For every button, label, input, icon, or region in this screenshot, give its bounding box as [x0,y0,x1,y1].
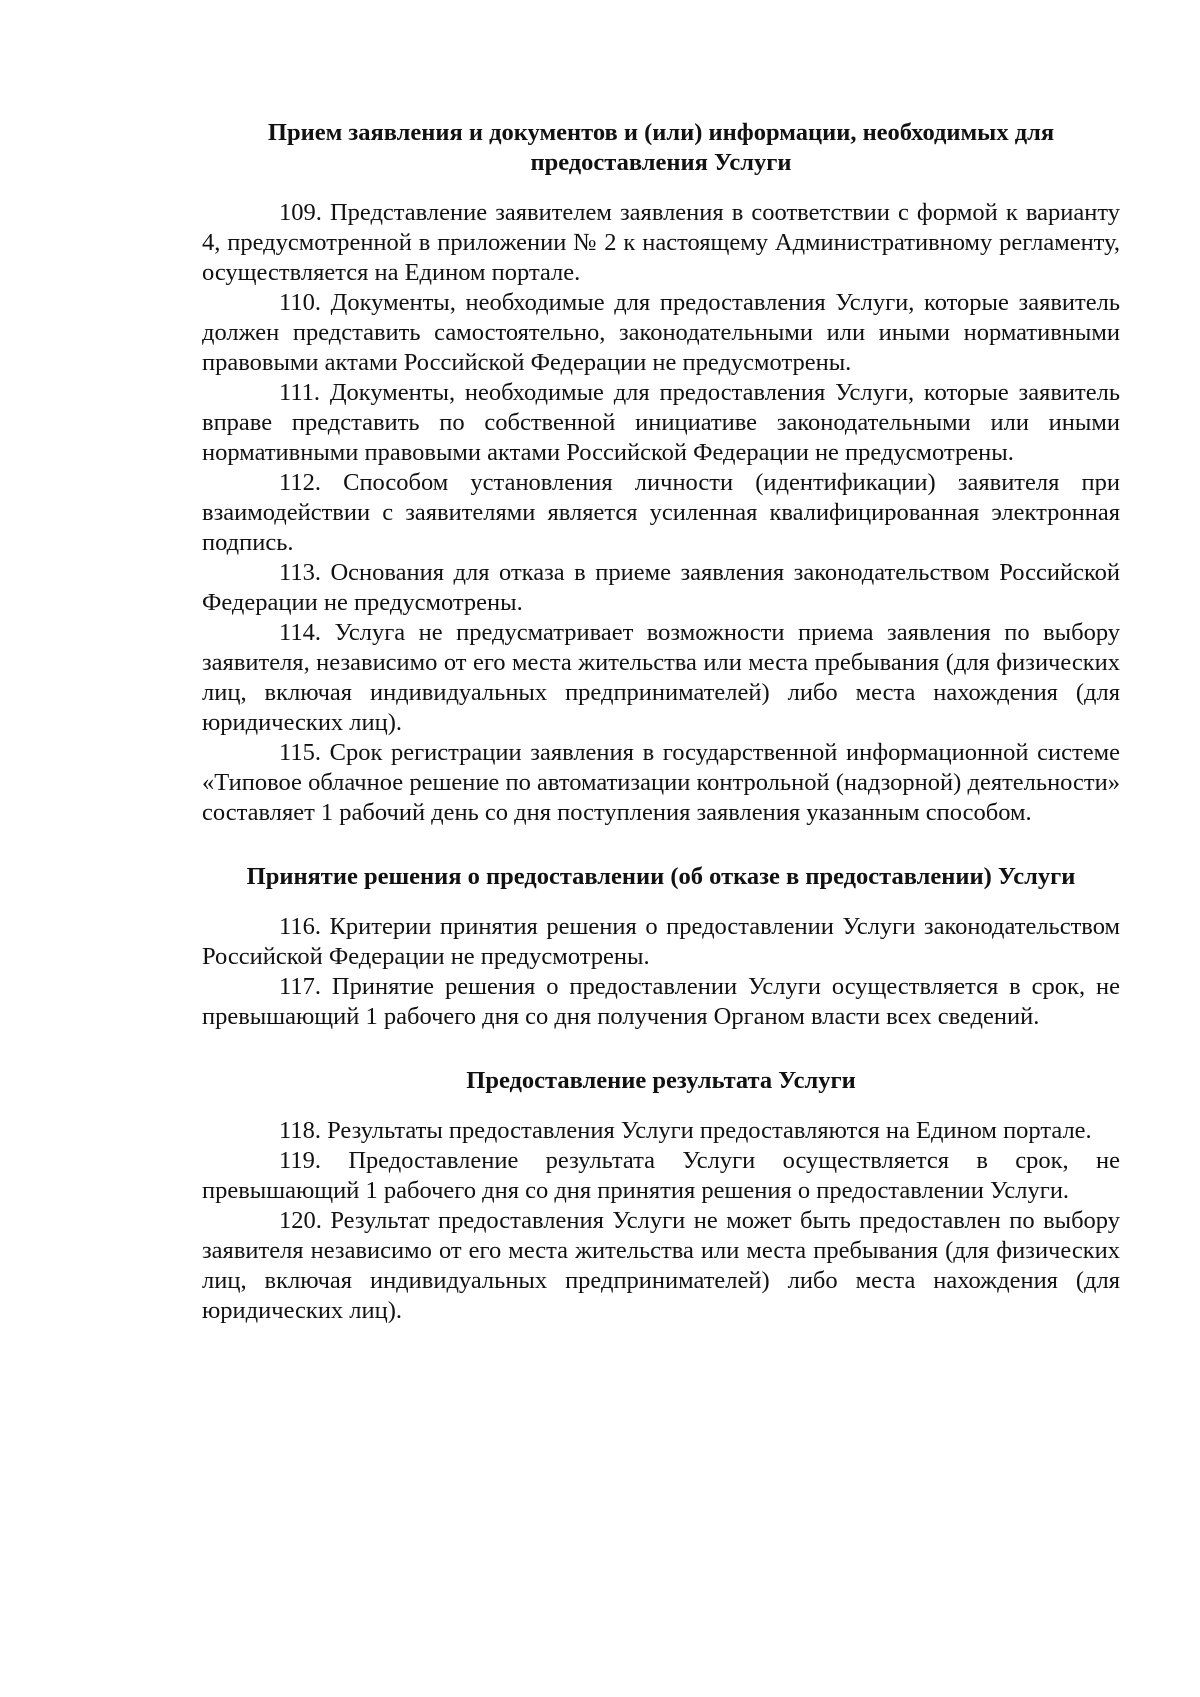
document-body [202,118,1120,1326]
paragraph-115: 115. Срок регистрации заявления в государственной информационной системе «Типовое облачное решение по автоматизации контрольной (надзорной) деятельности» составляет 1 рабочий день со дня поступления заявления указанным способом. [202,739,1120,826]
section-heading-result: Предоставление результата Услуги [466,1067,856,1094]
paragraph-110: 110. Документы, необходимые для предоставления Услуги, которые заявитель должен представить самостоятельно, законодательными или иными нормативными правовыми актами Российской Федерации не предусмотрены. [202,289,1120,376]
paragraph-118: 118. Результаты предоставления Услуги предоставляются на Едином портале. [279,1117,1092,1144]
paragraph-116: 116. Критерии принятия решения о предоставлении Услуги законодательством Российской Федерации не предусмотрены. [202,913,1120,970]
paragraph-111: 111. Документы, необходимые для предоставления Услуги, которые заявитель вправе представить по собственной инициативе законодательными или иными нормативными правовыми актами Российской Федерации не предусмотрены. [202,379,1120,466]
paragraph-109: 109. Представление заявителем заявления в соответствии с формой к варианту 4, предусмотренной в приложении № 2 к настоящему Административному регламенту, осуществляется на Едином портале. [202,199,1120,286]
paragraph-113: 113. Основания для отказа в приеме заявления законодательством Российской Федерации не предусмотрены. [202,559,1120,616]
section-heading-acceptance: Прием заявления и документов и (или) информации, необходимых для предоставления Услуги [267,119,1055,176]
paragraph-117: 117. Принятие решения о предоставлении Услуги осуществляется в срок, не превышающий 1 рабочего дня со дня получения Органом власти всех сведений. [202,973,1120,1030]
paragraph-112: 112. Способом установления личности (идентификации) заявителя при взаимодействии с заявителями является усиленная квалифицированная электронная подпись. [202,469,1120,556]
paragraph-119: 119. Предоставление результата Услуги осуществляется в срок, не превышающий 1 рабочего дня со дня принятия решения о предоставлении Услуги. [202,1147,1120,1204]
section-heading-decision: Принятие решения о предоставлении (об отказе в предоставлении) Услуги [246,863,1076,890]
paragraph-114: 114. Услуга не предусматривает возможности приема заявления по выбору заявителя, независимо от его места жительства или места пребывания (для физических лиц, включая индивидуальных предпринимателей) либо места нахождения (для юридических лиц). [202,619,1120,736]
paragraph-120: 120. Результат предоставления Услуги не может быть предоставлен по выбору заявителя независимо от его места жительства или места пребывания (для физических лиц, включая индивидуальных предпринимателей) либо места нахождения (для юридических лиц). [202,1207,1120,1324]
